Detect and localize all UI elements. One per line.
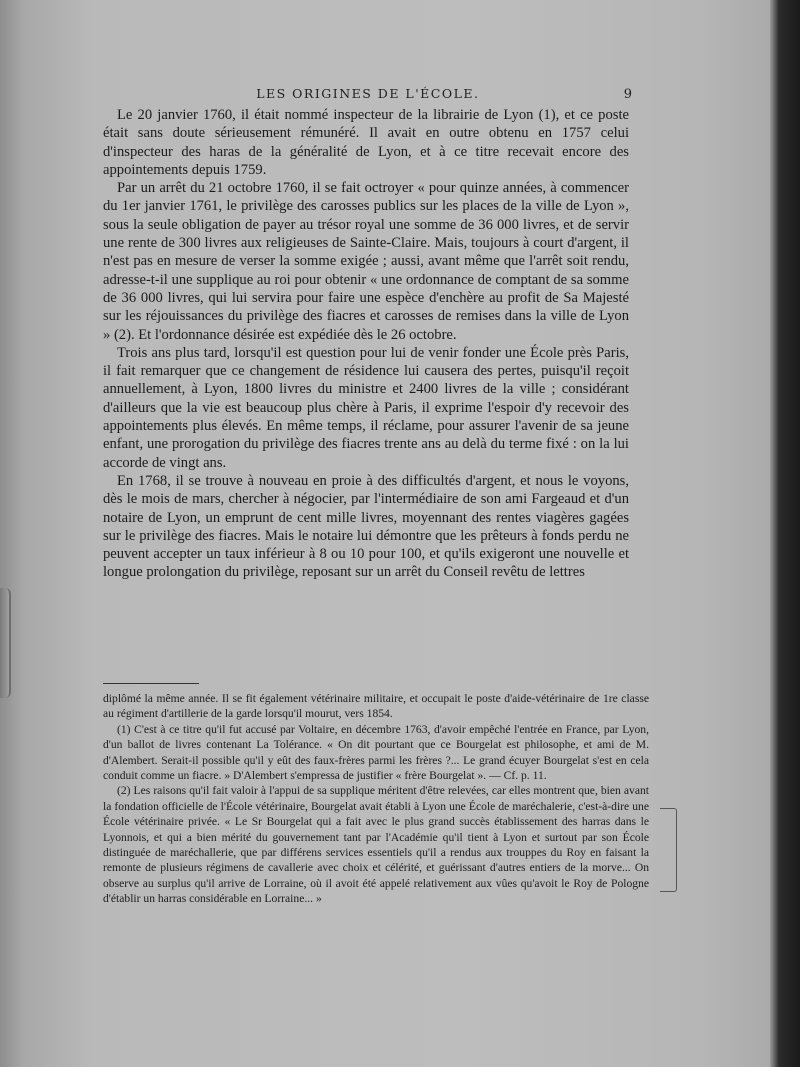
page-number: 9 bbox=[623, 87, 632, 102]
footnote-continuation: diplômé la même année. Il se fit également vétérinaire militaire, et occupait le poste d'aide-vétérinaire de 1re classe au régiment d'artillerie de la garde lorsqu'il mourut, vers 1854. bbox=[103, 692, 649, 721]
page-edge-shadow bbox=[770, 0, 800, 1067]
paragraph: Trois ans plus tard, lorsqu'il est question pour lui de venir fonder une École près Paris, il fait remarquer que ce changement de résidence lui causera des pertes, puisqu'il reçoit annuellement, à Lyon, 1800 livres du ministre et 2400 livres de la ville ; considérant d'ailleurs que la vie est beaucoup plus chère à Paris, il exprime l'espoir d'y recevoir des appointements plus élevés. En même temps, il réclame, pour assurer l'avenir de sa jeune enfant, une prorogation du privilège des fiacres trente ans au delà du terme fixé : on la lui accorde de vingt ans. bbox=[103, 344, 629, 471]
main-text bbox=[103, 106, 629, 582]
running-head bbox=[112, 86, 632, 102]
pencil-margin-bracket bbox=[660, 808, 677, 892]
running-title: LES ORIGINES DE L'ÉCOLE. bbox=[256, 86, 480, 101]
footnotes bbox=[103, 691, 649, 907]
footnote-2: (2) Les raisons qu'il fait valoir à l'appui de sa supplique méritent d'être relevées, car elles montrent que, bien avant la fondation officielle de l'École vétérinaire, Bourgelat avait établi à Lyon une École de maréchalerie, c'est-à-dire une École vétérinaire privée. « Le Sr Bourgelat qui a fait avec le plus grand succès établissement des harras dans le Lyonnois, et qui a bien mérité du gouvernement tant par l'Académie qu'il tient à Lyon et surtout par son École distinguée de maréchallerie, que par différens services essentiels qu'il a rendus aux trouppes du Roy en faisant la remonte de plusieurs régimens de cavallerie avec choix et célérité, et guérissant d'autres entiers de la morve... On observe au surplus qu'il arrive de Lorraine, où il avoit été appelé relativement aux vûes qu'avoit le Roy de Pologne d'établir un harras considérable en Lorraine... » bbox=[103, 784, 649, 906]
footnote-1: (1) C'est à ce titre qu'il fut accusé par Voltaire, en décembre 1763, d'avoir empêché l'entrée en France, par Lyon, d'un ballot de livres contenant La Tolérance. « On dit pourtant que ce Bourgelat est philosophe, et ami de M. d'Alembert. Serait-il possible qu'il y eût des faux-frères parmi les frères ?... Le grand écuyer Bourgelat s'est en cela conduit comme un fiacre. » D'Alembert s'empressa de justifier « frère Bourgelat ». — Cf. p. 11. bbox=[103, 722, 649, 783]
paragraph: Par un arrêt du 21 octobre 1760, il se fait octroyer « pour quinze années, à commencer du 1er janvier 1761, le privilège des carosses publics sur les places de la ville de Lyon », sous la seule obligation de payer au trésor royal une somme de 36 000 livres, et de servir une rente de 300 livres aux religieuses de Sainte-Claire. Mais, toujours à court d'argent, il n'est pas en mesure de verser la somme exigée ; aussi, avant même que l'arrêt soit rendu, adresse-t-il une supplique au roi pour obtenir « une ordonnance de comptant de sa somme de 36 000 livres, qui lui servira pour faire une espèce d'enchère au profit de Sa Majesté sur les réjouissances du privilège des fiacres et carosses de remises dans la ville de Lyon » (2). Et l'ordonnance désirée est expédiée dès le 26 octobre. bbox=[103, 180, 629, 343]
footnote-rule bbox=[103, 683, 199, 684]
paragraph: Le 20 janvier 1760, il était nommé inspecteur de la librairie de Lyon (1), et ce poste était sans doute sérieusement rémunéré. Il avait en outre obtenu en 1757 celui d'inspecteur des haras de la généralité de Lyon, et à ce titre recevait encore des appointements depuis 1759. bbox=[103, 107, 629, 178]
paragraph: En 1768, il se trouve à nouveau en proie à des difficultés d'argent, et nous le voyons, dès le mois de mars, chercher à négocier, par l'intermédiaire de son ami Fargeaud et d'un notaire de Lyon, un emprunt de cent mille livres, moyennant des rentes viagères gagées sur le privilège des fiacres. Mais le notaire lui démontre que les prêteurs à fonds perdu ne peuvent accepter un taux inférieur à 8 ou 10 pour 100, et qu'ils exigeront une nouvelle et longue prolongation du privilège, reposant sur un arrêt du Conseil revêtu de lettres bbox=[103, 472, 629, 581]
binding-clip bbox=[0, 588, 11, 698]
